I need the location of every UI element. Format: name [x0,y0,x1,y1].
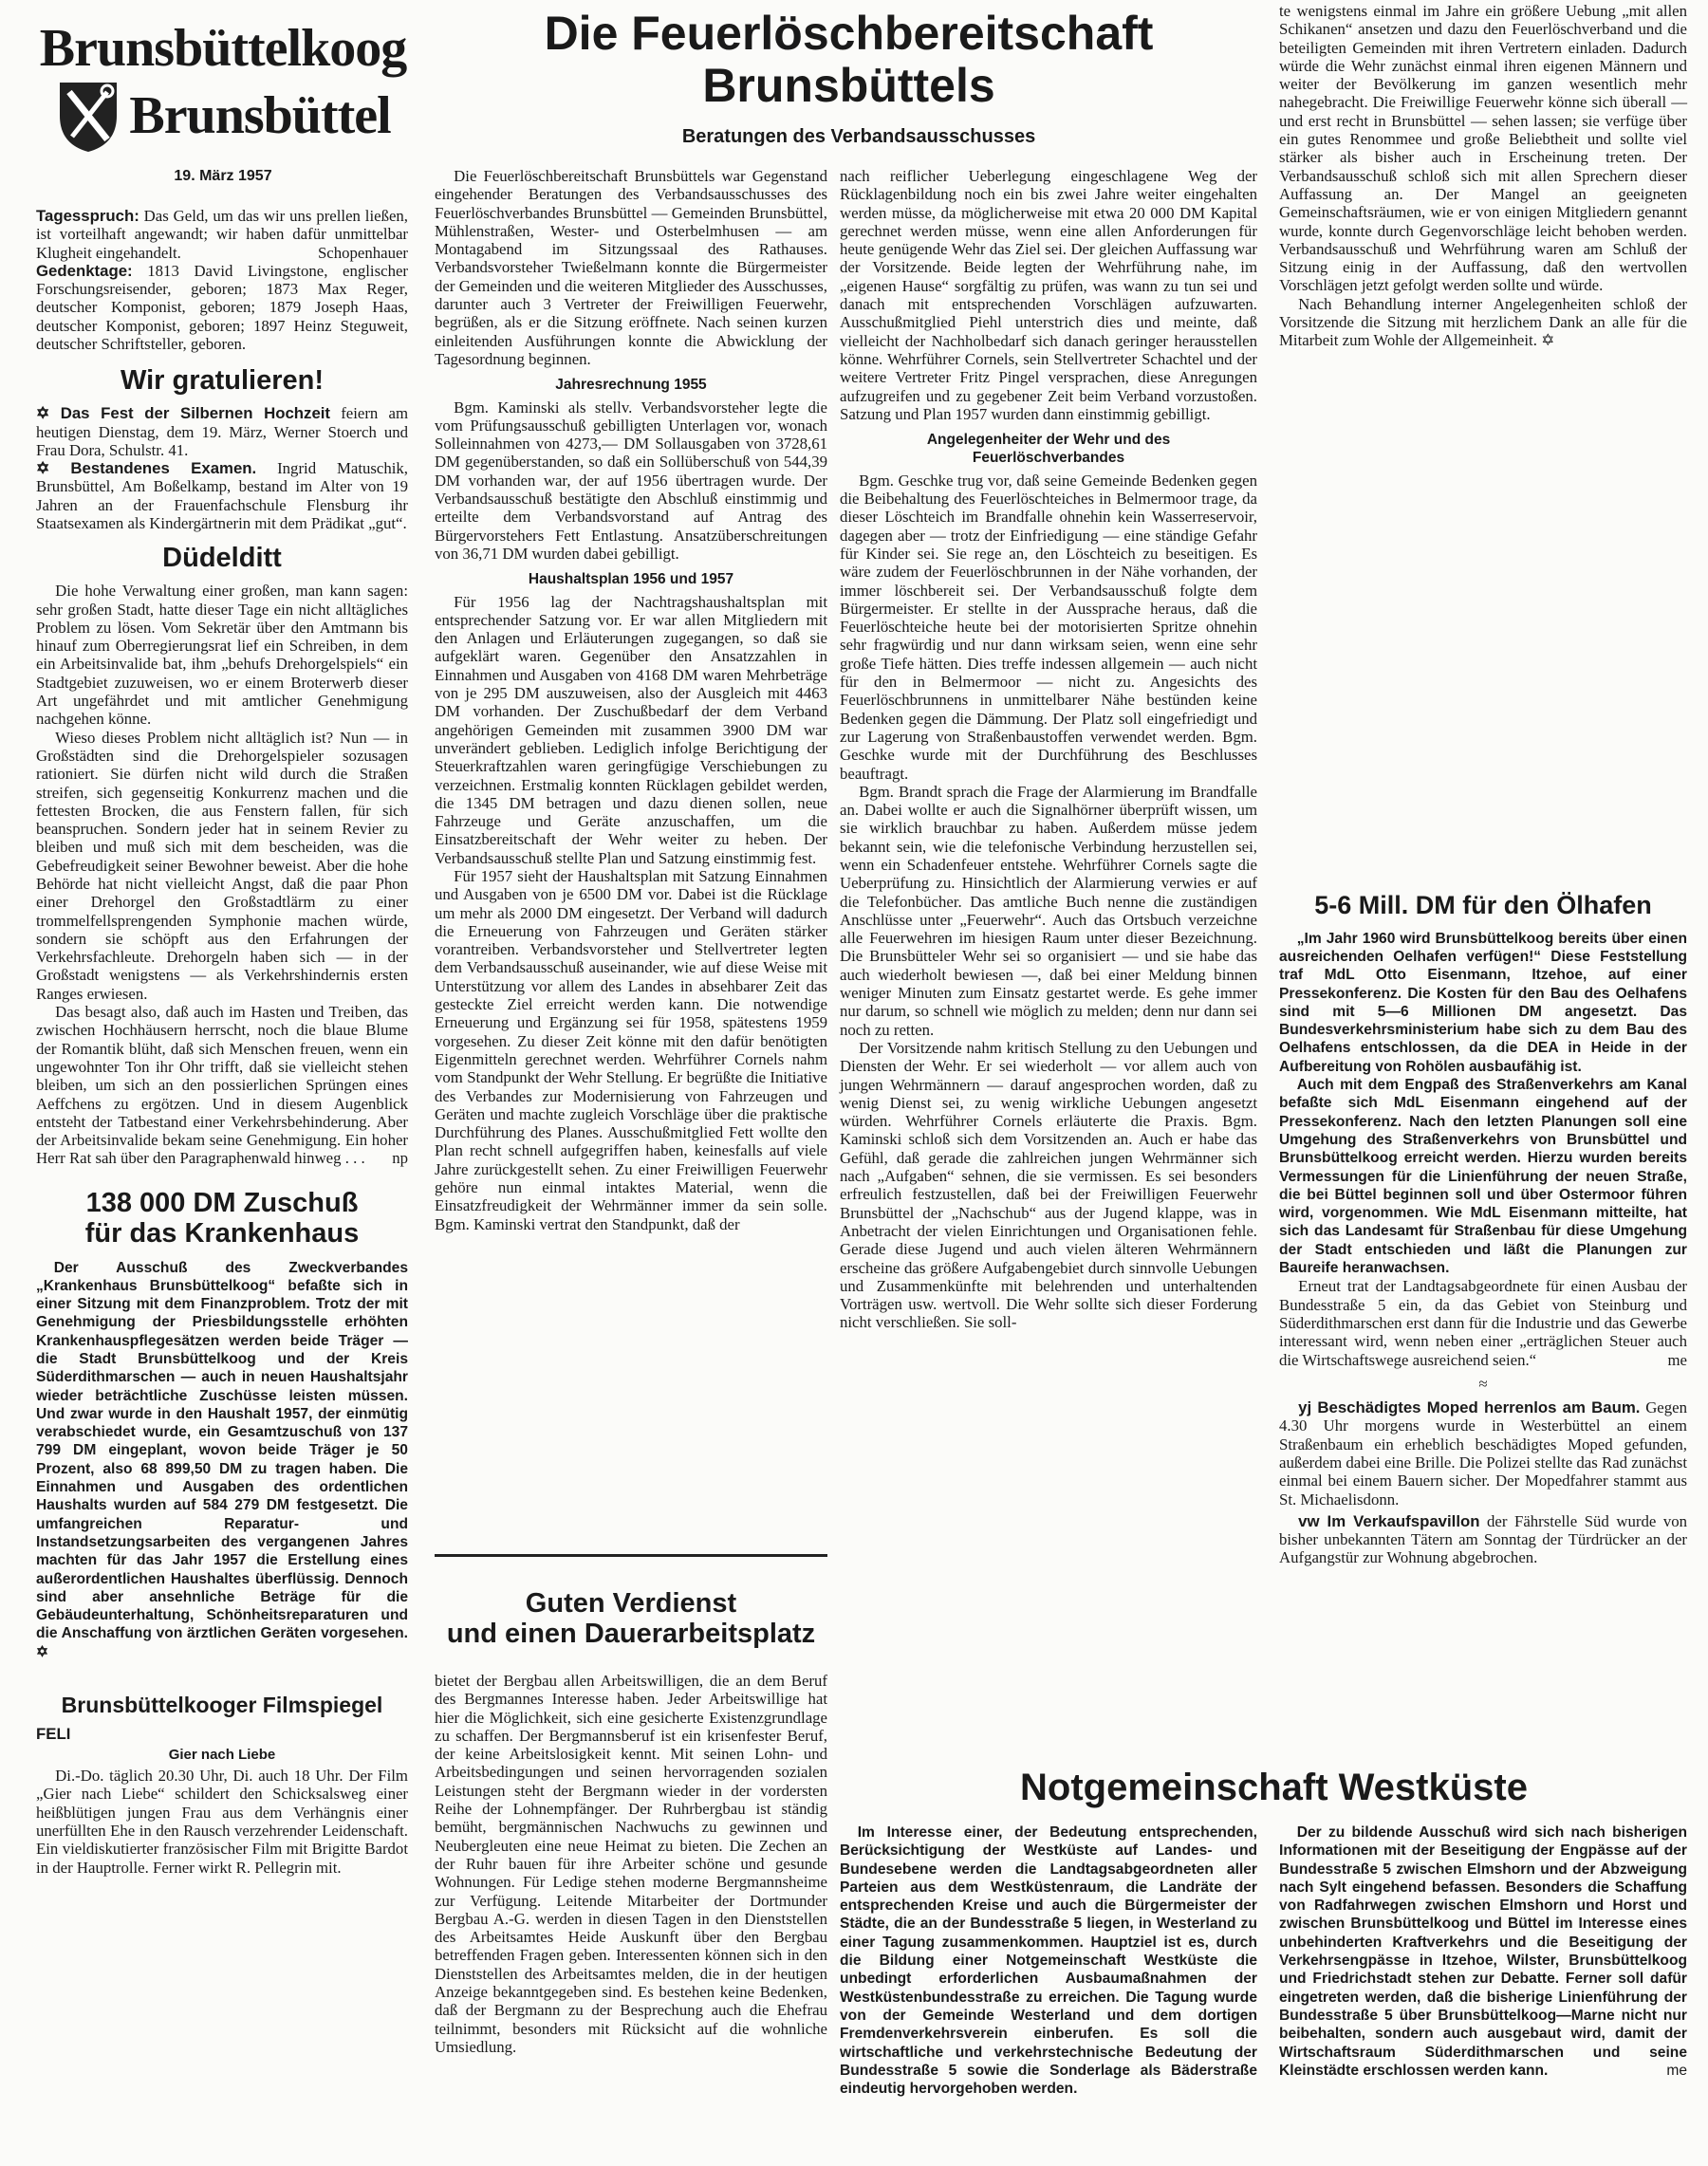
daily-quote [36,207,408,262]
paragraph: Für 1957 sieht der Haushaltsplan mit Satzung Einnahmen und Ausgaben von je 6500 DM vor. Dabei ist die Rücklage um mehr als 2000 DM eingesetzt. Der Verband will dadurch die Erneuerung von Fahrzeugen und Geräten stärker vorantreiben. Verbandsvorsteher und Stellvertreter legten dem Verbandsausschuß auseinander, wie auf diese Weise mit Unterstützung vor allem des Landes in absehbarer Zeit das gesteckte Ziel erreicht werden kann. Die notwendige Erneuerung und Ergänzung sei für 1958, spätestens 1959 vorgesehen. Zu dieser Zeit könne mit den dafür benötigten Eigenmitteln gerechnet werden. Wehrführer Cornels nahm vom Standpunkt der Wehr Stellung. Er begrüßte die Initiative des Verbandes zur Modernisierung von Fahrzeugen und Geräten und machte zugleich Vorschläge über die praktische Durchführung des Planes. Ausschußmitglied Fett wollte den Plan recht schnell aufgegriffen haben, keinesfalls auf viele Jahre zurückgestellt sehen. Zu einer Freiwilligen Feuerwehr gehöre nun einmal intaktes Material, wenn die Einsatzfreudigkeit der Wehrmänner immer da sein solle. Bgm. Kaminski vertrat den Standpunkt, daß der [435,866,827,1233]
paragraph: nach reiflicher Ueberlegung eingeschlagene Weg der Rücklagenbildung noch ein bis zwei Jahre weiter eingehalten werden müsse, da möglicherweise mit etwa 20 000 DM Kapital gerechnet werden müsse, wenn eine allen Anforderungen für heute genügende Wehr das Ziel sei. Der gleichen Auffassung war der Vorsitzende. Beide legten der Wehrführung nahe, im „eigenen Hause“ sorgfältig zu prüfen, was wann zu tun sei und danach mit entsprechenden Vorschlägen aufzuwarten. Ausschußmitglied Piehl unterstrich dies und meinte, daß vielleicht der Nachholbedarf sich danach geringer herausstellen könne. Wehrführer Cornels, sein Stellvertreter Schachtel und der weitere Vertreter Fritz Pingel versprachen, diese Anregungen aufzugreifen und zu gegebener Zeit beim Verband vorzustoßen. Satzung und Plan 1957 wurden dann einstimmig gebilligt. [840,167,1257,423]
west-coast-col-2 [1279,1824,1687,2080]
paragraph: Di.-Do. täglich 20.30 Uhr, Di. auch 18 Uhr. Der Film „Gier nach Liebe“ schildert den Schicksalsweg einer heißblütigen jungen Frau aus dem Verhängnis einer unerfüllten Ehe in den Rausch verzehrender Leidenschaft. Ein vieldiskutierter französischer Film mit Brigitte Bardot in der Hauptrolle. Ferner wirkt R. Pellegrin mit. [36,1767,408,1877]
film-title: Gier nach Liebe [168,1746,276,1763]
text: der Fährstelle Süd wurde von bisher unbekannten Tätern am Sonntag der Türdrücker an der Aufgangstür zur Wohnung abgebrochen. [1279,1511,1687,1567]
paragraph: Nach Behandlung interner Angelegenheiten schloß der Vorsitzende die Sitzung mit herzlichem Dank an alle für die Mitarbeit zum Wohle der Allgemeinheit. ✡ [1279,294,1687,350]
heading-line: Guten Verdienst [525,1588,737,1619]
text: feiern am heutigen Dienstag, dem 19. März, Werner Stoerch und Frau Dora, Schulstr. 41. [36,404,408,459]
paragraph: Bgm. Geschke trug vor, daß seine Gemeinde Bedenken gegen die Beibehaltung des Feuerlöschteiches in Belmermoor trage, da dieser Löschteich im Brandfalle ohnehin kein Wasserreservoir, dagegen aber — trotz der Einfriedigung — eine ständige Gefahr für Kinder sei. Sie rege an, den Löschteich zu beseitigen. Es wäre zudem der Feuerlöschbrunnen in der Nähe vorhanden, der immer löschbereit sei. Der Verbandsausschuß folgte dem Bürgermeister. Er stellte in der Aussprache heraus, daß die Feuerlöschteiche heute bei der motorisierten Spritze ohnehin sehr fragwürdig und nur dann wirksam seien, wenn eine sehr große Tiefe hätten. Dies treffe indessen allgemein — auch nicht für den in Belmermoor — nicht zu. Angesichts des Feuerlöschbrunnens in unmittelbarer Nähe bestünden keine Bedenken gegen die Dämmung. Der Platz soll eingefriedigt und zur Lagerung von Straßenbaustoffen verwendet werden. Bgm. Geschke wurde mit der Durchführung des Beschlusses beauftragt. [840,471,1257,783]
paragraph [36,1003,408,1168]
paragraph: Die hohe Verwaltung einer großen, man kann sagen: sehr großen Stadt, hatte dieser Tage ein nicht alltägliches Problem zu lösen. Vom Sekretär über den Amtmann bis hinauf zum Oberregierungsrat lief ein Schreiben, in dem ein Arbeitsinvalide bat, ihm „behufs Drehorgelspiels“ ein Stadtgebiet zuzuweisen, wo er einem Broterwerb dieser Art ungefährdet und mit amtlicher Genehmigung nachgehen könne. [36,582,408,729]
ornament: ≈ [1478,1374,1488,1393]
text: Das Geld, um das wir uns prellen ließen, ist vorteilhaft angewandt; wir haben dafür unmittelbar Klugheit eingehandelt. [36,207,408,262]
signature: np [392,1149,408,1168]
text: Ingrid Matuschik, Brunsbüttel, Am Boßelkamp, bestand im Alter von 19 Jahren an der Frauenfachschule Flensburg ihr Staatsexamen als Kindergärtnerin mit dem Prädikat „gut“. [36,459,408,533]
paragraph: te wenigstens einmal im Jahre ein größere Uebung „mit allen Schikanen“ ansetzen und dazu den Feuerlöschverband und die beteiligten Gemeinden mit ihren Vertretern einladen. Dadurch würde die Wehr zunächst einmal ihren eigenen Männern und weiter der Bevölkerung im ganzen wesentlich mehr nahegebracht. Die Freiwillige Feuerwehr könne sich überall — und erst recht in Brunsbüttel — sehen lassen; sie verfüge über ein gutes Renommee und große Beliebtheit und sollte viel stärker als bisher auch in Erscheinung treten. Der Verbandsausschuß schloß sich mit allen Sprechern dieser Auffassung an. Der Mangel an geeigneten Gemeinschaftsräumen, wie er von einigen Mitgliedern genannt wurde, konnte durch Gegenvorschläge leicht behoben werden. Verbandsausschuß und Wehrführung waren am Schluß der Sitzung einig in der Auffassung, daß den wertvollen Vorschlägen jetzt gefolgt werden sollte und würde. [1279,2,1687,295]
west-coast-col-1 [840,1824,1257,2098]
heading-line: für das Krankenhaus [84,1217,360,1249]
masthead-row [28,78,418,154]
label: yj Beschädigtes Moped herrenlos am Baum. [1298,1398,1641,1417]
divider [435,1554,827,1557]
text: Gegen 4.30 Uhr morgens wurde in Westerbüttel an einem Straßenbaum ein erheblich beschädigtes Moped gefunden, außerdem dabei eine Brille. Die Polizei stellte das Rad zunächst einmal bei einem Bauern sicher. Der Mopedfahrer stammt aus St. Michaelisdonn. [1279,1398,1687,1509]
label: vw Im Verkaufspavillon [1298,1511,1480,1530]
paragraph: Die Feuerlöschbereitschaft Brunsbüttels war Gegenstand eingehender Beratungen des Verbandsausschusses des Feuerlöschverbandes Brunsbüttel — Gemeinden Brunsbüttel, Mühlenstraßen, Wester- und Osterbelmhusen — am Montagabend im Sitzungssaal des Rathauses. Verbandsvorsteher Twießelmann konnte die Bürgermeister der Gemeinden und die weiteren Mitglieder des Ausschusses, darunter auch 3 Vertreter der Freiwilligen Feuerwehr, begrüßen, als er die Sitzung eröffnete. Nach seinen kurzen einleitenden Ausführungen konnte die Abwicklung der Tagesordnung beginnen. [435,167,827,368]
paragraph: Bgm. Brandt sprach die Frage der Alarmierung im Brandfalle an. Dabei wollte er auch die Signalhörner überprüft wissen, um sie wirklich brauchbar zu haben. Außerdem müsse jedem bekannt sein, wie die telefonische Verbindung herzustellen sei, wenn ein Schadenfeuer entstehe. Wehrführer Cornels sagte die Ueberprüfung zu. Hinsichtlich der Alarmierung verwies er auf die Telefonbücher. Das amtliche Buch nenne die zuständigen Anschlüsse unter „Feuerwehr“. Auch das Ortsbuch verzeichne alle Feuerwehren im hiesigen Raum unter dieser Bezeichnung. Die Brunsbütteler Wehr sei so organisiert — und sie habe das auch wiederholt bewiesen —, daß bei einer Meldung binnen weniger Minuten zum Einsatz gestartet werde. Es gehe immer nur darum, so schnell wie möglich zu melden; denn nur dann sei noch zu retten. [840,782,1257,1039]
cinema-name: FELI [36,1725,71,1744]
label: Tagesspruch: [36,207,139,225]
anniversaries [36,262,408,353]
news-pavilion [1279,1512,1687,1567]
headline-line: Brunsbüttels [702,59,995,112]
masthead-subtitle: Brunsbüttel [129,86,391,145]
paragraph: Für 1956 lag der Nachtragshaushaltsplan mit entsprechender Satzung vor. Er war allen Mitgliedern mit den Anlagen und Erläuterungen zugegangen, so daß sie aufgeklärt waren. Gegenüber den Ansatzzahlen in Einnahmen und Ausgaben von 4168 DM waren Mehrbeträge von je 295 DM auszuweisen, also der Ausgleich mit 4463 DM vorhanden. Der Zuschußbedarf der dem Verband angehörigen Gemeinden mit zusammen 3900 DM war unverändert geblieben. Lediglich infolge Berichtigung der Steuerkraftzahlen waren geringfügige Verschiebungen zu verzeichnen. Erstmalig konnten Rücklagen gebildet werden, die 1345 DM betragen und dazu dienen sollen, neue Fahrzeuge und Geräte anzuschaffen, um die Einsatzbereitschaft der Wehr weiter zu heben. Der Verbandsausschuß stellte Plan und Satzung einstimmig fest. [435,592,827,867]
paragraph [1279,1824,1687,2080]
label: ✡ Bestandenes Examen. [36,459,257,478]
text: Der zu bildende Ausschuß wird sich nach bisherigen Informationen mit der Beseitigung der Engpässe auf der Bundesstraße 5 zwischen Elmshorn und der Abzweigung nach Sylt eingehend befassen. Besonders die Schaffung von Radfahrwegen zwischen Elmshorn und Horst und zwischen Brunsbüttelkoog und Büttel im Interesse eines unbehinderten Kraftverkehrs und die Beseitigung der Verkehrsengpässe in Itzehoe, Wilster, Brunsbüttelkoog und Friedrichstadt stehen zur Debatte. Ferner soll dafür eingetreten werden, daß die bisherige Linienführung der Bundesstraße 5 über Brunsbüttelkoog—Marne nicht nur beibehalten, sondern auch ausgebaut wird, damit der Wirtschaftsraum Süderdithmarschen und seine Kleinstädte erschlossen werden kann. [1279,1824,1687,2079]
mining-article [435,1672,827,2056]
text: Das besagt also, daß auch im Hasten und Treiben, das zwischen Hochhäusern herrscht, noch die blaue Blume der Romantik blüht, daß sich Menschen freuen, wenn ein ungewohnter Ton ihr Ohr trifft, daß sie vielleicht stehen bleiben, um sich an den possierlichen Sprüngen eines Aeffchens zu ergötzen. Und in diesem Augenblick entsteht der Tatbestand einer Verkehrsbehinderung. Aber der Arbeitsinvalide bekam seine Genehmigung. Ein hoher Herr Rat sah über den Paragraphenwald hinweg . . . [36,1003,408,1168]
paragraph: Bgm. Kaminski als stellv. Verbandsvorsteher legte die vom Prüfungsausschuß gebilligten Unterlagen vor, wonach Solleinnahmen von 4273,— DM Sollausgaben von 3728,61 DM gegenüberstanden, so daß ein Sollüberschuß von 544,39 DM vorhanden war, der auf 1956 übertragen wurde. Der Verbandsausschuß bestätigte den Abschluß einstimmig und erteilte dem Verbandsvorstand auf Antrag des Bürgervorstehers Fett Entlastung. Ansatzüberschreitungen von 36,71 DM wurden dabei gebilligt. [435,398,827,563]
label: Gedenktage: [36,261,133,280]
heading-west-coast: Notgemeinschaft Westküste [1020,1767,1528,1808]
subheadline-fire: Beratungen des Verbandsausschusses [681,126,1036,147]
paragraph: „Im Jahr 1960 wird Brunsbüttelkoog bereits über einen ausreichenden Oelhafen verfügen!“ Diese Feststellung traf MdL Otto Eisenmann, Itzehoe, auf einer Pressekonferenz. Die Kosten für den Bau des Oelhafens sind mit 5—6 Millionen DM angesetzt. Das Bundesverkehrsministerium habe sich zu dem Bau des Oelhafens entschlossen, da die DEA in Heide in der Aufbereitung von Rohölen ausbaufähig ist. [1279,930,1687,1075]
masthead-title: Brunsbüttelkoog [39,19,407,78]
column-2 [435,167,827,1233]
paragraph: Wieso dieses Problem nicht alltäglich ist? Nun — in Großstädten sind die Drehorgelspieler sozusagen rationiert. Sie dürfen nicht wild durch die Straßen streifen, sich gegenseitig Konkurrenz machen und die fettesten Brocken, die aus Fenstern fallen, für sich beanspruchen. Sondern jeder hat in seinem Revier zu bleiben und muß sich mit dem bescheiden, was die Gebefreudigkeit seiner Bewohner beweist. Aber die hohe Behörde hat nicht vielleicht Angst, daß die paar Phon einer Drehorgel den Großstadtlärm zu einer trommelfellsprengenden Symphonie machen würde, sondern sie schöpft aus den Erfahrungen der Verkehrsfachleute. Drehorgeln haben sich — in der Großstadt wenigstens — als Verkehrshindernis ersten Ranges erwiesen. [36,728,408,1003]
paragraph: Der Ausschuß des Zweckverbandes „Krankenhaus Brunsbüttelkoog“ befaßte sich in einer Sitzung mit dem Finanzproblem. Trotz der mit Genehmigung der Priesbildungsstelle erhöhten Krankenhauspflegesätzen werden beide Träger — die Stadt Brunsbüttelkoog und der Kreis Süderdithmarschen — auch in neuen Haushaltsjahr wieder beträchtliche Zuschüsse leisten müssen. Und zwar wurde in den Haushalt 1957, der einmütig verabschiedet wurde, ein Gesamtzuschuß von 137 799 DM eingeplant, wovon beide Träger je 50 Prozent, also 68 899,50 DM zu tragen haben. Die Einnahmen und Ausgaben des ordentlichen Haushalts wurden auf 584 279 DM festgesetzt. Die umfangreichen Reparatur- und Instandsetzungsarbeiten des vergangenen Jahres machten für das Jahr 1957 die Erstellung eines außerordentlichen Haushaltes überflüssig. Dennoch sind aber ansehnliche Beträge für die Gebäudeunterhaltung, Schönheitsreparaturen und die Anschaffung von ärztlichen Geräten vorgesehen. ✡ [36,1259,408,1660]
column-3 [840,167,1257,1332]
headline-line: Die Feuerlöschbereitschaft [544,7,1154,60]
town-crest-icon [55,78,121,154]
subheading: Angelegenheiter der Wehr und des Feuerlöschverbandes [926,432,1171,467]
text: 1813 David Livingstone, englischer Forschungsreisender, geboren; 1873 Max Reger, deutscher Komponist, geboren; 1879 Joseph Haas, deutscher Komponist, geboren; 1897 Heinz Steguweit, deutscher Schriftsteller, geboren. [36,261,408,354]
paragraph: bietet der Bergbau allen Arbeitswilligen, die an dem Beruf des Bergmannes Interesse haben. Jeder Arbeitswillige hat hier die Möglichkeit, sich eine gesicherte Existenzgrundlage zu schaffen. Der Bergmannsberuf ist ein krisenfester Beruf, der keine Arbeitslosigkeit kennt. Mit seinen Lohn- und Arbeitsbedingungen und seinen hervorragenden sozialen Leistungen steht der Bergmann wieder in der vordersten Reihe der Lohnempfänger. Der Ruhrbergbau ist ständig bemüht, bergmännischen Nachwuchs zu gewinnen und Neubergleuten eine neue Heimat zu bieten. Die Zechen an der Ruhr bauen für ihre Arbeiter schöne und gesunde Wohnungen. Für Ledige stehen moderne Bergmannsheime zur Verfügung. Leitende Mitarbeiter der Dortmunder Bergbau A.-G. werden in diesen Tagen in den Dienststellen des Arbeitsamtes Heide Auskunft über den Bergbau betreffenden Fragen geben. Interessenten können sich in den Dienststellen des Arbeitsamtes melden, die in der heutigen Anzeige bekanntgegeben sind. Es bestehen keine Bedenken, daß der Bergmann zu der Besprechung auch die Ehefrau teilnimmt, besonders mit Rücksicht auf die wohnliche Umsiedlung. [435,1672,827,2056]
text: Erneut trat der Landtagsabgeordnete für einen Ausbau der Bundesstraße 5 ein, da das Gebiet von Steinburg und Süderdithmarschen erst dann für die Industrie und das Gewerbe interessant wird, wenn neben einer „erträglichen Steuer auch die Wirtschaftswege ausreichend seien.“ [1279,1277,1687,1369]
heading-line: 138 000 DM Zuschuß [85,1187,359,1218]
signature: me [1666,2062,1687,2079]
paragraph: Auch mit dem Engpaß des Straßenverkehrs am Kanal befaßte sich MdL Eisenmann eingehend auf der Pressekonferenz. Nach den letzten Planungen soll eine Umgehung des Straßenverkehrs von Brunsbüttel und Brunsbüttelkoog erreicht werden. Hierzu wurden bereits Vermessungen für die Linienführung der neuen Straße, die bei Büttel beginnen soll und über Ostermoor führen wird, vorgenommen. Wie MdL Eisenmann mitteilte, hat sich das Landesamt für Straßenbau für diese Umgehung der Stadt entschieden und läßt die Planungen zur Baureife heranwachsen. [1279,1077,1687,1277]
column-4-top [1279,2,1687,350]
heading-film: Brunsbüttelkooger Filmspiegel [61,1693,383,1718]
heading-oil-port: 5-6 Mill. DM für den Ölhafen [1314,891,1652,919]
label: ✡ Das Fest der Silbernen Hochzeit [36,404,331,423]
subheading: Jahresrechnung 1955 [555,377,707,394]
heading-hospital [36,1189,408,1250]
signature: Schopenhauer [317,243,408,262]
paragraph: Im Interesse einer, der Bedeutung entsprechenden, Berücksichtigung der Westküste auf Landes- und Bundesebene werden die Landtagsabgeordneten aller Parteien aus dem Westküstenraum, die Landräte der entsprechenden Kreise und auch die Bürgermeister der Städte, die an der Bundesstraße 5 liegen, in Westerland zu einer Tagung zusammenkommen. Hauptziel ist es, durch die Bildung einer Notgemeinschaft Westküste die unbedingt erforderlichen Ausbaumaßnahmen der Westküstenbundesstraße zu erreichen. Die Tagung wurde von der Gemeinde Westerland und dem dortigen Fremdenverkehrsverein einberufen. Es soll die wirtschaftliche und verkehrstechnische Bedeutung der Bundesstraße 5 sowie die Sonderlage als Bäderstraße eindeutig hervorgehoben werden. [840,1824,1257,2098]
column-4-bottom [1279,892,1687,1567]
column-1 [36,207,408,1877]
news-moped [1279,1398,1687,1509]
paragraph [1279,1277,1687,1368]
heading-line: und einen Dauerarbeitsplatz [446,1618,816,1649]
masthead [28,19,418,185]
heading-congratulations: Wir gratulieren! [120,365,325,397]
signature: me [1667,1350,1687,1369]
paragraph: Der Vorsitzende nahm kritisch Stellung zu den Uebungen und Diensten der Wehr. Er sei wiederholt — vor allem auch von jungen Wehrmännern — darauf angesprochen worden, daß zu wenig Dienst sei, zu wenig wirkliche Uebungen angesetzt würden. Wehrführer Cornels erläuterte die Praxis. Bgm. Kaminski schloß sich dem Vorsitzenden an. Auch er habe das Gefühl, daß gerade die zahlreichen jungen Wehrmänner sich nach „Aufgaben“ sehnen, die sie vermissen. Es sei besonders erfreulich festzustellen, daß bei der Freiwilligen Feuerwehr Brunsbüttel der „Nachschub“ aus der Jugend klappe, was in Anbetracht der vielen Einrichtungen und Organisationen fehle. Gerade diese Jugend und auch vielen älteren Wehrmännern erscheine das größere Aufgabengebiet durch sinnvolle Uebungen und Zusammenkünfte mit belehrenden und unterhaltenden Vorträgen usw. wertvoll. Die Wehr sollte sich dieser Forderung nicht verschließen. Sie soll- [840,1038,1257,1332]
subheading: Haushaltsplan 1956 und 1957 [528,571,734,588]
heading-mining [435,1589,827,1650]
issue-date: 19. März 1957 [174,168,272,184]
notice-exam [36,459,408,532]
notice-silver-wedding [36,404,408,459]
heading-duedelditt: Düdelditt [162,543,282,574]
headline-fire [430,8,1268,112]
